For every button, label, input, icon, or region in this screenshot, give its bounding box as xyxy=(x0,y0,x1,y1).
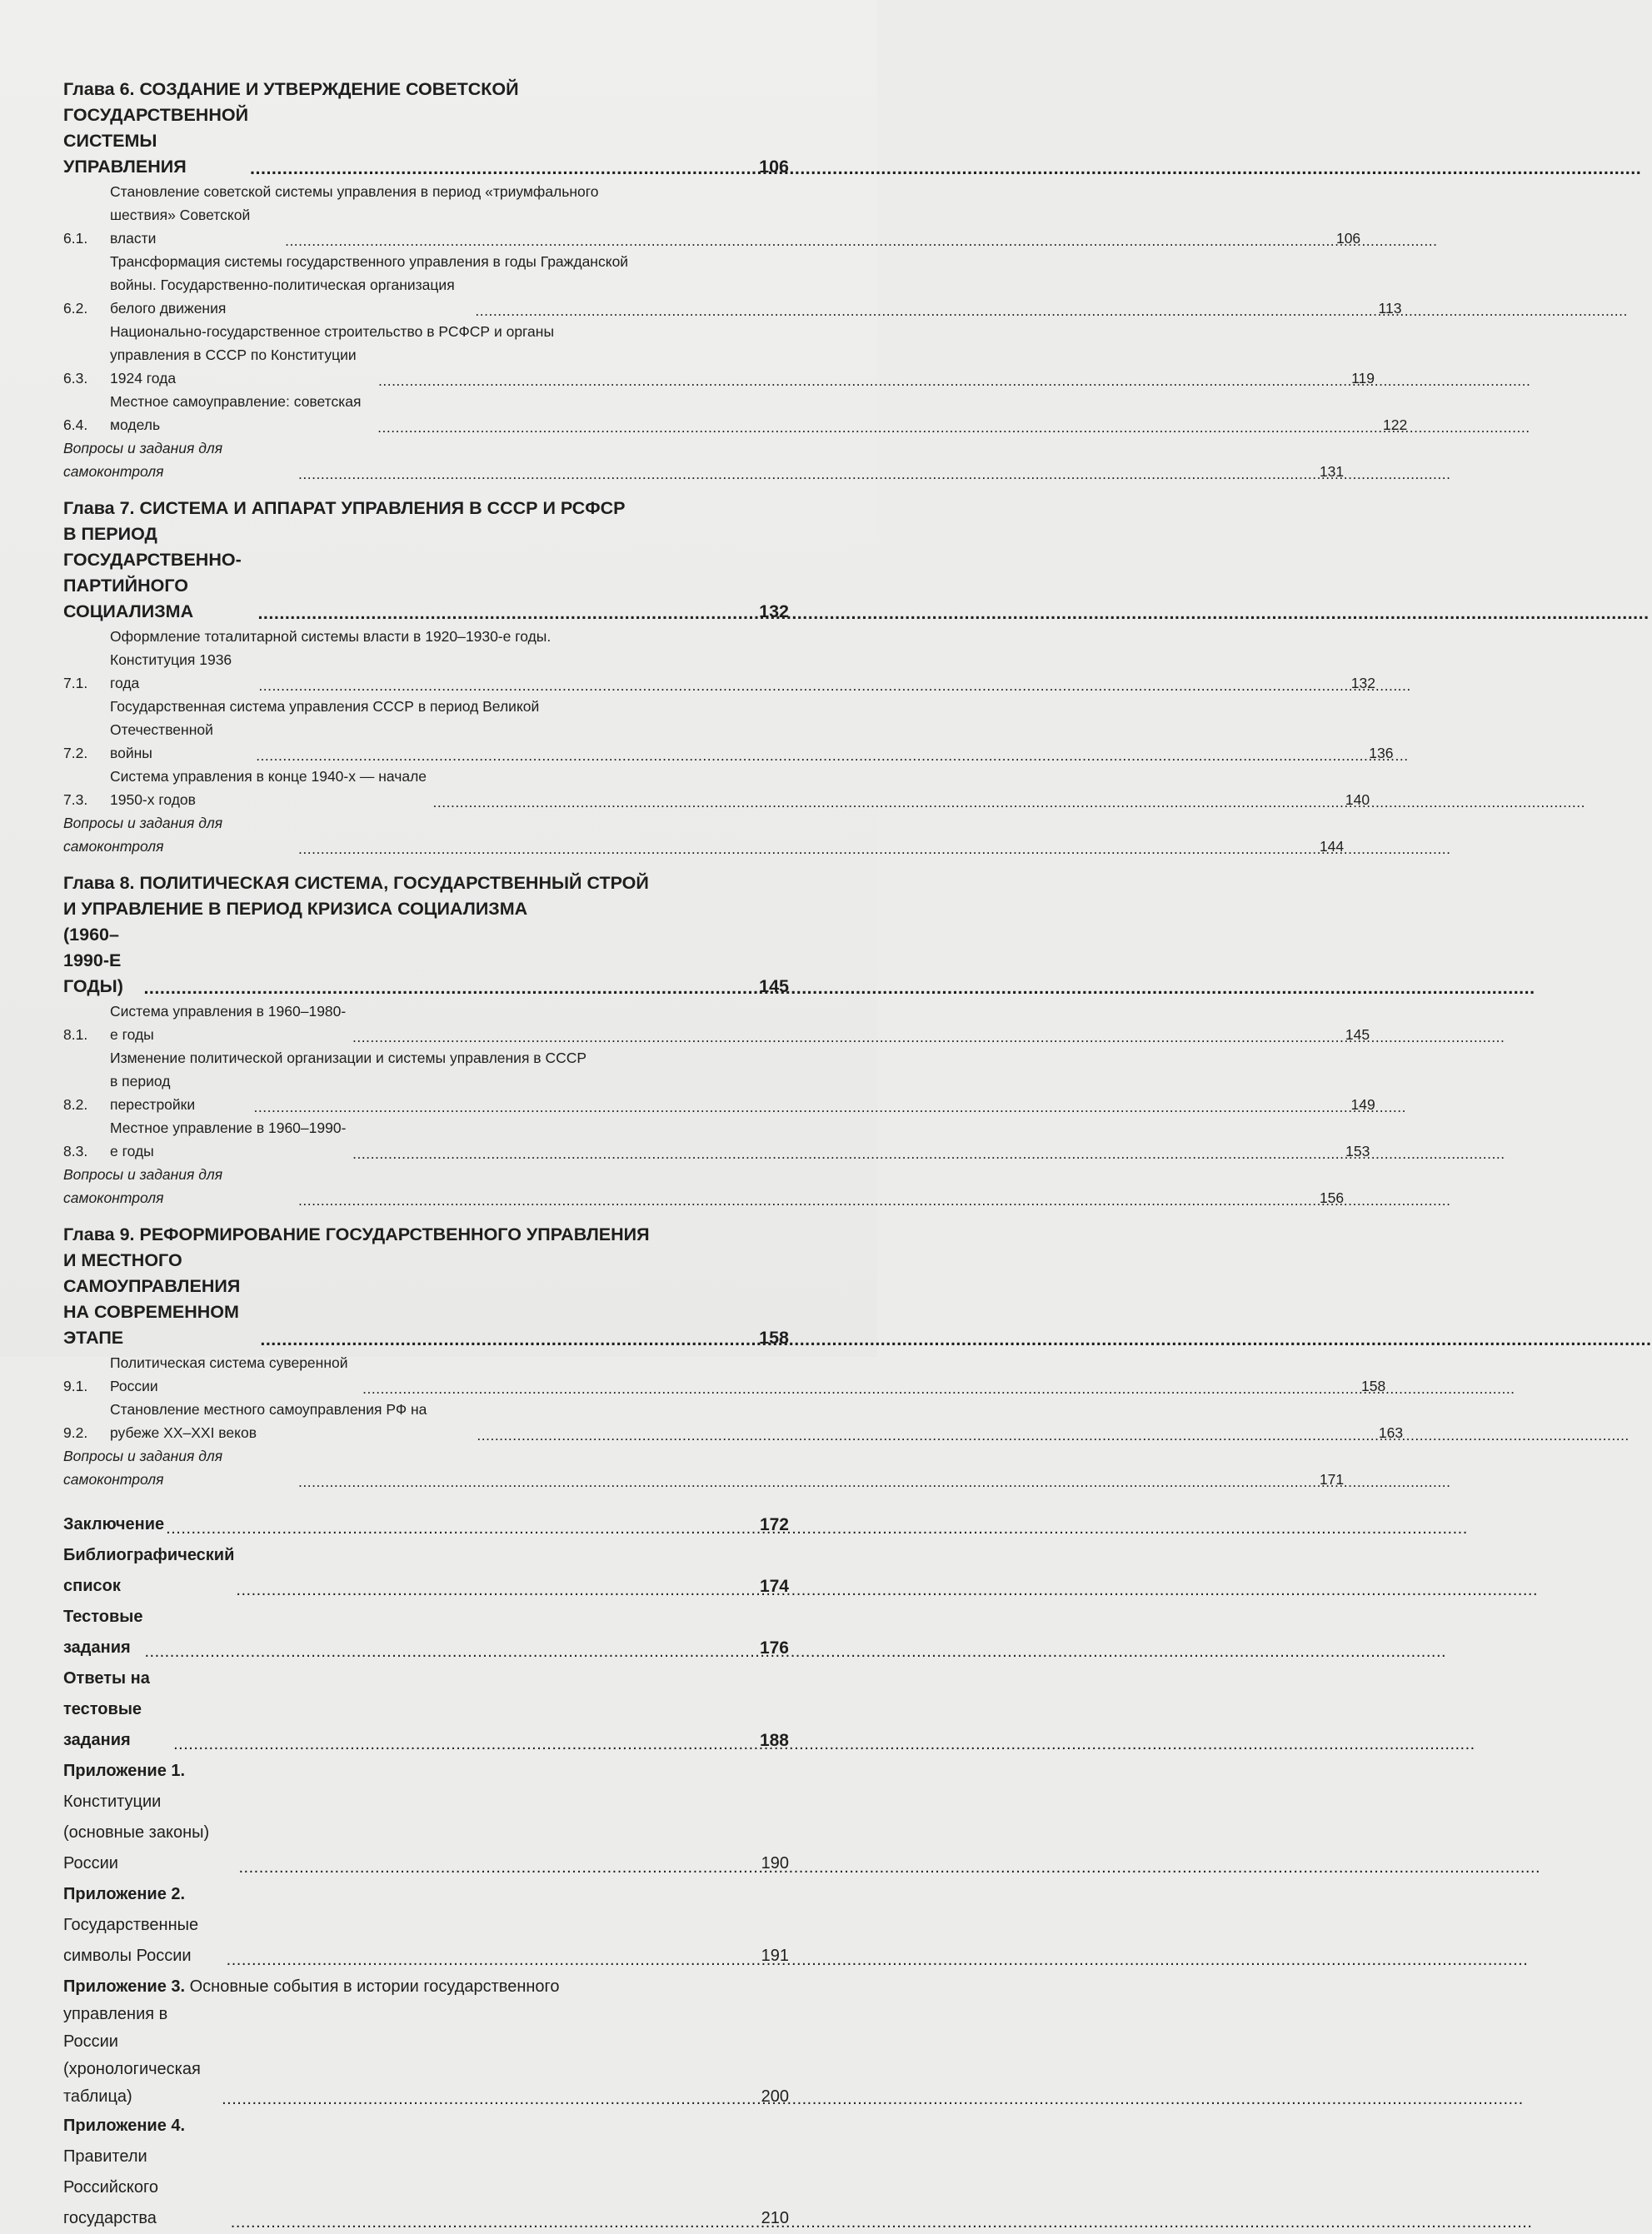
section-title-line2: Конституция 1936 года xyxy=(110,651,232,691)
section-8-1 xyxy=(63,1000,1370,1046)
chapter-6-title-line1: Глава 6. СОЗДАНИЕ И УТВЕРЖДЕНИЕ СОВЕТСКОЙ xyxy=(63,79,519,99)
appendix-3-entry xyxy=(63,1973,789,2111)
section-number: 9.2. xyxy=(63,1424,88,1441)
leader-dots xyxy=(236,1578,758,1602)
section-7-3 xyxy=(63,765,1370,811)
leader-dots xyxy=(222,2087,760,2111)
leader-dots xyxy=(143,976,757,1000)
leader-dots xyxy=(258,676,1349,695)
section-7-1 xyxy=(63,625,1375,695)
back-matter-label: Ответы на тестовые задания xyxy=(63,1669,150,1749)
leader-dots xyxy=(298,1191,1318,1209)
section-title-line1: Государственная система управления СССР в период Великой xyxy=(110,698,540,715)
leader-dots xyxy=(256,746,1367,765)
chapter-8-title-line2: И УПРАВЛЕНИЕ В ПЕРИОД КРИЗИСА СОЦИАЛИЗМА xyxy=(63,899,528,919)
chapter-9-title-line1: Глава 9. РЕФОРМИРОВАНИЕ ГОСУДАРСТВЕННОГО УПРАВЛЕНИЯ xyxy=(63,1224,650,1244)
chapter-7-title-line2: В ПЕРИОД ГОСУДАРСТВЕННО-ПАРТИЙНОГО СОЦИАЛИЗМА xyxy=(63,524,242,621)
bibliography-entry xyxy=(63,1540,789,1602)
section-title: Местное управление в 1960–1990-е годы xyxy=(110,1119,347,1159)
appendix-title: Правители Российского государства xyxy=(63,2147,159,2227)
chapter-8-page: 145 xyxy=(759,976,789,996)
section-page: 140 xyxy=(1345,791,1370,808)
leader-dots xyxy=(352,1028,1344,1046)
leader-dots xyxy=(227,1948,760,1972)
chapter-8 xyxy=(63,870,1375,1209)
chapter-7-page: 132 xyxy=(759,601,789,621)
section-number: 8.2. xyxy=(63,1096,88,1113)
leader-dots xyxy=(352,1144,1344,1163)
test-answers-entry xyxy=(63,1663,789,1756)
table-of-contents xyxy=(63,77,1408,2234)
chapter-9 xyxy=(63,1222,1404,1491)
appendix-title: Государственные символы России xyxy=(63,1916,199,1965)
appendix-title-line1: Основные события в истории государственного xyxy=(185,1977,560,1996)
questions-page: 156 xyxy=(1319,1189,1345,1206)
section-number: 7.1. xyxy=(63,675,88,691)
section-title-line1: Становление советской системы управления в период «триумфального xyxy=(110,183,599,200)
appendix-2-entry xyxy=(63,1879,789,1972)
section-title-line1: Изменение политической организации и системы управления в СССР xyxy=(110,1050,587,1066)
leader-dots xyxy=(298,465,1318,483)
questions-page: 144 xyxy=(1319,838,1345,855)
leader-dots xyxy=(166,1517,758,1540)
questions-label: Вопросы и задания для самоконтроля xyxy=(63,440,223,480)
appendix-label: Приложение 4. xyxy=(63,2117,186,2135)
section-page: 122 xyxy=(1383,416,1408,433)
section-9-2 xyxy=(63,1398,1404,1444)
leader-dots xyxy=(298,840,1318,858)
section-number: 6.2. xyxy=(63,300,88,317)
chapter-7-title-line1: Глава 7. СИСТЕМА И АППАРАТ УПРАВЛЕНИЯ В СССР И РСФСР xyxy=(63,498,626,518)
chapter-6-questions xyxy=(63,436,1345,483)
leader-dots xyxy=(433,793,1344,811)
section-6-1 xyxy=(63,180,1361,250)
conclusion-entry xyxy=(63,1509,789,1540)
section-8-3 xyxy=(63,1116,1370,1163)
back-matter-label: Заключение xyxy=(63,1515,165,1533)
questions-label: Вопросы и задания для самоконтроля xyxy=(63,1166,223,1206)
leader-dots xyxy=(238,1856,759,1879)
leader-dots xyxy=(231,2211,760,2234)
section-6-3 xyxy=(63,320,1375,390)
section-title-line2: шествия» Советской власти xyxy=(110,207,251,247)
section-title-line1: Трансформация системы государственного управления в годы Гражданской xyxy=(110,253,629,270)
section-title: Местное самоуправление: советская модель xyxy=(110,393,362,433)
leader-dots xyxy=(378,372,1350,390)
appendix-page: 210 xyxy=(761,2209,789,2227)
back-matter-page: 172 xyxy=(759,1515,789,1534)
appendix-page: 200 xyxy=(761,2087,789,2106)
section-title: Становление местного самоуправления РФ на рубеже XX–XXI веков xyxy=(110,1401,427,1441)
section-page: 136 xyxy=(1369,745,1394,761)
chapter-8-title-line3: (1960–1990-Е ГОДЫ) xyxy=(63,925,123,996)
chapter-9-title xyxy=(63,1222,789,1351)
chapter-9-title-line2: И МЕСТНОГО САМОУПРАВЛЕНИЯ НА СОВРЕМЕННОМ ЭТАПЕ xyxy=(63,1250,241,1348)
section-page: 163 xyxy=(1378,1424,1404,1441)
section-title-line1: Национально-государственное строительство в РСФСР и органы xyxy=(110,323,555,340)
back-matter-label: Библиографический список xyxy=(63,1546,235,1595)
chapter-7 xyxy=(63,496,1394,858)
section-page: 153 xyxy=(1345,1143,1370,1159)
section-title-line2: управления в СССР по Конституции 1924 года xyxy=(110,347,357,386)
chapter-6 xyxy=(63,77,1408,483)
section-page: 113 xyxy=(1378,300,1402,317)
chapter-8-questions xyxy=(63,1163,1345,1209)
chapter-6-page: 106 xyxy=(759,157,789,177)
appendix-title: Конституции (основные законы) России xyxy=(63,1793,210,1872)
appendix-page: 190 xyxy=(761,1854,789,1872)
section-number: 6.1. xyxy=(63,230,88,247)
leader-dots xyxy=(254,1098,1350,1116)
section-number: 9.1. xyxy=(63,1378,88,1394)
appendix-page: 191 xyxy=(761,1947,789,1965)
section-number: 7.2. xyxy=(63,745,88,761)
section-page: 158 xyxy=(1360,1378,1386,1394)
section-title-line1: Оформление тоталитарной системы власти в 1920–1930-е годы. xyxy=(110,628,551,645)
back-matter-page: 188 xyxy=(759,1731,789,1750)
leader-dots xyxy=(475,302,1376,320)
section-number: 6.4. xyxy=(63,416,88,433)
leader-dots xyxy=(377,418,1381,436)
section-number: 7.3. xyxy=(63,791,88,808)
section-8-2 xyxy=(63,1046,1375,1116)
section-title: Система управления в конце 1940-х — начале 1950-х годов xyxy=(110,768,427,808)
leader-dots xyxy=(260,1328,757,1351)
appendix-label: Приложение 3. xyxy=(63,1977,186,1996)
chapter-7-questions xyxy=(63,811,1345,858)
appendix-title-line2: управления в России (хронологическая таблица) xyxy=(63,2005,201,2106)
section-page: 132 xyxy=(1350,675,1375,691)
section-page: 119 xyxy=(1351,370,1375,386)
leader-dots xyxy=(250,157,757,180)
chapter-7-title xyxy=(63,496,789,625)
tests-entry xyxy=(63,1602,789,1663)
chapter-6-title-line2: ГОСУДАРСТВЕННОЙ СИСТЕМЫ УПРАВЛЕНИЯ xyxy=(63,105,249,177)
section-number: 8.3. xyxy=(63,1143,88,1159)
questions-page: 171 xyxy=(1319,1471,1345,1488)
section-page: 149 xyxy=(1350,1096,1375,1113)
back-matter-page: 174 xyxy=(759,1577,789,1596)
questions-label: Вопросы и задания для самоконтроля xyxy=(63,1448,223,1488)
appendix-4-entry xyxy=(63,2111,789,2234)
section-title-line2: войны. Государственно-политическая организация белого движения xyxy=(110,277,455,317)
chapter-8-title xyxy=(63,870,789,1000)
back-matter-page: 176 xyxy=(759,1638,789,1658)
questions-page: 131 xyxy=(1319,463,1345,480)
leader-dots xyxy=(173,1733,758,1756)
leader-dots xyxy=(144,1640,758,1663)
chapter-6-title xyxy=(63,77,789,180)
section-title: Политическая система суверенной России xyxy=(110,1354,348,1394)
appendix-1-entry xyxy=(63,1756,789,1879)
appendix-label: Приложение 1. xyxy=(63,1762,186,1780)
section-title: Система управления в 1960–1980-е годы xyxy=(110,1003,347,1043)
section-number: 8.1. xyxy=(63,1026,88,1043)
section-page: 145 xyxy=(1345,1026,1370,1043)
section-title-line2: в период перестройки xyxy=(110,1073,196,1113)
chapter-8-title-line1: Глава 8. ПОЛИТИЧЕСКАЯ СИСТЕМА, ГОСУДАРСТВЕННЫЙ СТРОЙ xyxy=(63,873,649,893)
leader-dots xyxy=(298,1473,1318,1491)
chapter-9-page: 158 xyxy=(759,1328,789,1348)
questions-label: Вопросы и задания для самоконтроля xyxy=(63,815,223,855)
section-7-2 xyxy=(63,695,1394,765)
leader-dots xyxy=(257,601,757,625)
leader-dots xyxy=(362,1379,1360,1398)
section-9-1 xyxy=(63,1351,1386,1398)
section-number: 6.3. xyxy=(63,370,88,386)
back-matter-label: Тестовые задания xyxy=(63,1608,143,1657)
leader-dots xyxy=(477,1426,1377,1444)
appendix-label: Приложение 2. xyxy=(63,1885,186,1903)
section-page: 106 xyxy=(1335,230,1361,247)
section-6-4 xyxy=(63,390,1408,436)
leader-dots xyxy=(285,232,1335,250)
chapter-9-questions xyxy=(63,1444,1345,1491)
section-title-line2: Отечественной войны xyxy=(110,721,213,761)
section-6-2 xyxy=(63,250,1402,320)
